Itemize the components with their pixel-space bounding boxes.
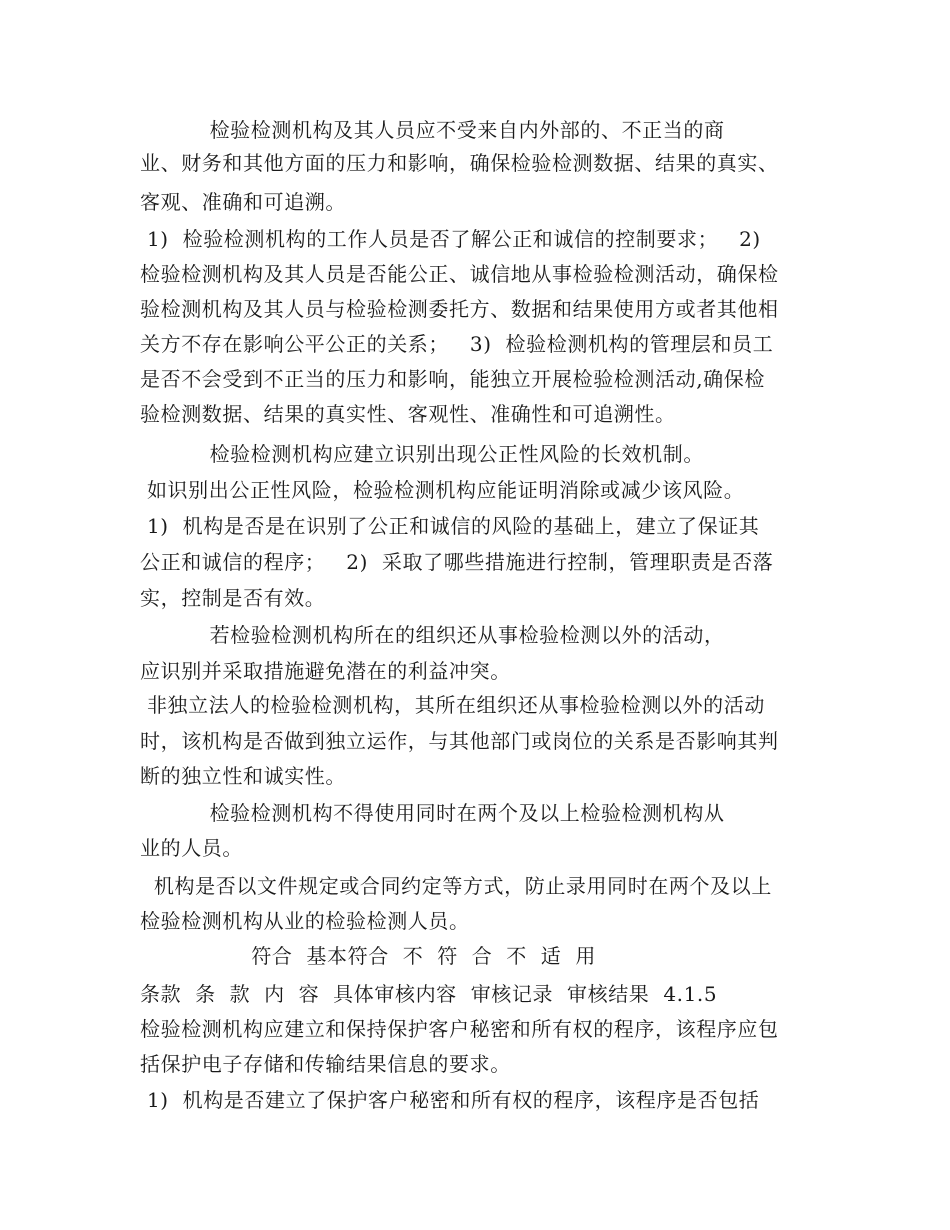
text-line: 检验检测机构及其人员应不受来自内外部的、不正当的商 — [140, 118, 725, 142]
text-line: 1) 机构是否建立了保护客户秘密和所有权的程序，该程序是否包括 — [140, 1088, 760, 1112]
text-line: 1) 检验检测机构的工作人员是否了解公正和诚信的控制要求； 2) — [140, 227, 761, 251]
text-line: 业的人员。 — [140, 836, 243, 860]
text-line: 应识别并采取措施避免潜在的利益冲突。 — [140, 659, 511, 683]
text-line: 检验检测机构及其人员是否能公正、诚信地从事检验检测活动，确保检 — [140, 262, 779, 286]
text-line: 关方不存在影响公平公正的关系； 3) 检验检测机构的管理层和员工 — [140, 332, 774, 356]
text-line: 检验检测机构从业的检验检测人员。 — [140, 909, 470, 933]
text-line: 是否不会受到不正当的压力和影响，能独立开展检验检测活动,确保检 — [140, 367, 765, 391]
text-line: 1) 机构是否是在识别了公正和诚信的风险的基础上，建立了保证其 — [140, 514, 760, 538]
text-line: 业、财务和其他方面的压力和影响，确保检验检测数据、结果的真实、 — [140, 151, 779, 175]
text-line: 如识别出公正性风险，检验检测机构应能证明消除或减少该风险。 — [140, 478, 745, 502]
text-line: 验检测数据、结果的真实性、客观性、准确性和可追溯性。 — [140, 402, 676, 426]
text-line: 时，该机构是否做到独立运作，与其他部门或岗位的关系是否影响其判 — [140, 729, 779, 753]
text-line: 公正和诚信的程序； 2) 采取了哪些措施进行控制，管理职责是否落 — [140, 550, 774, 574]
text-line: 若检验检测机构所在的组织还从事检验检测以外的活动， — [140, 623, 725, 647]
table-header-line: 符合 基本符合 不 符 合 不 适 用 — [140, 944, 596, 968]
text-line: 实，控制是否有效。 — [140, 586, 326, 610]
text-line: 检验检测机构应建立和保持保护客户秘密和所有权的程序，该程序应包 — [140, 1017, 779, 1041]
text-line: 括保护电子存储和传输结果信息的要求。 — [140, 1052, 511, 1076]
text-line: 客观、准确和可追溯。 — [140, 190, 346, 214]
text-line: 验检测机构及其人员与检验检测委托方、数据和结果使用方或者其他相 — [140, 297, 779, 321]
text-line: 非独立法人的检验检测机构，其所在组织还从事检验检测以外的活动 — [140, 693, 765, 717]
text-line: 检验检测机构不得使用同时在两个及以上检验检测机构从 — [140, 801, 725, 825]
text-line: 检验检测机构应建立识别出现公正性风险的长效机制。 — [140, 442, 704, 466]
text-line: 机构是否以文件规定或合同约定等方式，防止录用同时在两个及以上 — [140, 874, 772, 898]
text-line: 断的独立性和诚实性。 — [140, 764, 346, 788]
table-header-line: 条款 条 款 内 容 具体审核内容 审核记录 审核结果 4.1.5 — [140, 982, 718, 1006]
